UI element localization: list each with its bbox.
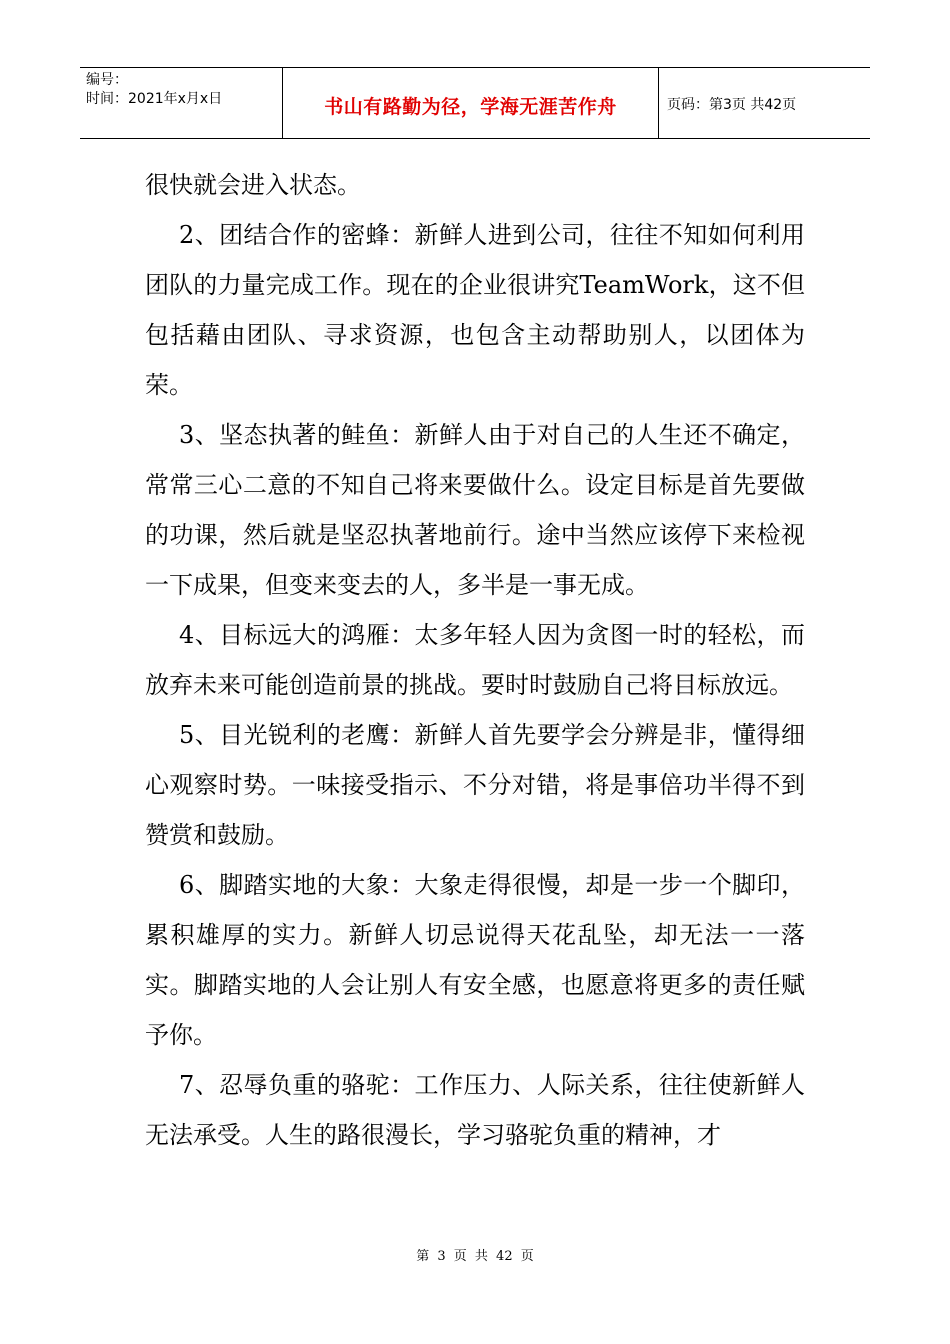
header-motto: 书山有路勤为径，学海无涯苦作舟 xyxy=(283,68,659,138)
paragraph: 5、目光锐利的老鹰：新鲜人首先要学会分辨是非，懂得细心观察时势。一味接受指示、不分对错，将是事倍功半得不到赞赏和鼓励。 xyxy=(145,721,805,849)
paragraph: 2、团结合作的密蜂：新鲜人进到公司，往往不知如何利用团队的力量完成工作。现在的企业很讲究TeamWork，这不但包括藉由团队、寻求资源，也包含主动帮助别人，以团体为荣。 xyxy=(145,221,805,399)
paragraph: 7、忍辱负重的骆驼：工作压力、人际关系，往往使新鲜人无法承受。人生的路很漫长，学习骆驼负重的精神，才 xyxy=(145,1071,805,1149)
page-footer: 第 3 页 共 42 页 xyxy=(416,1249,534,1264)
document-number-label: 编号： xyxy=(86,72,128,88)
paragraph: 4、目标远大的鸿雁：太多年轻人因为贪图一时的轻松，而放弃未来可能创造前景的挑战。要时时鼓励自己将目标放远。 xyxy=(145,621,805,699)
header-page-info: 页码：第3页 共42页 xyxy=(667,97,797,113)
paragraph: 3、坚态执著的鲑鱼：新鲜人由于对自己的人生还不确定，常常三心二意的不知自己将来要做什么。设定目标是首先要做的功课，然后就是坚忍执著地前行。途中当然应该停下来检视一下成果，但变来变去的人，多半是一事无成。 xyxy=(145,421,805,599)
paragraph: 6、脚踏实地的大象：大象走得很慢，却是一步一个脚印，累积雄厚的实力。新鲜人切忌说得天花乱坠，却无法一一落实。脚踏实地的人会让别人有安全感，也愿意将更多的责任赋予你。 xyxy=(145,871,805,1049)
document-time-label: 时间：2021年x月x日 xyxy=(86,91,223,107)
paragraph: 很快就会进入状态。 xyxy=(145,171,361,199)
header-meta xyxy=(80,68,283,138)
page-header xyxy=(80,67,870,139)
document-body xyxy=(145,160,805,1160)
